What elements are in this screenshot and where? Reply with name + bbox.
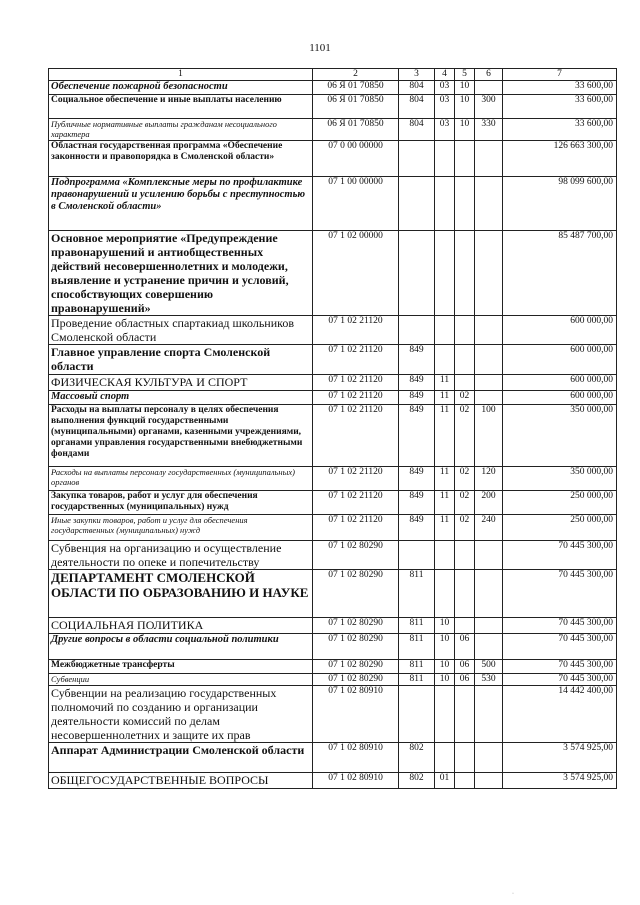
cell-amount: 600 000,00 (503, 316, 617, 345)
table-row (49, 141, 617, 177)
table-row (49, 773, 617, 789)
cell-grbs: 849 (399, 375, 435, 391)
cell-name: Субвенции на реализацию государственных полномочий по созданию и организации деятельности комиссий по делам несовершеннолетних и защите их прав (49, 686, 313, 743)
cell-section (435, 316, 455, 345)
cell-expense-type (475, 316, 503, 345)
cell-section (435, 541, 455, 570)
cell-subsection (455, 618, 475, 634)
column-header: 1 (49, 69, 313, 81)
cell-grbs: 811 (399, 570, 435, 618)
cell-grbs: 804 (399, 95, 435, 119)
cell-amount: 98 099 600,00 (503, 177, 617, 231)
cell-amount: 70 445 300,00 (503, 618, 617, 634)
table-row (49, 686, 617, 743)
table-row (49, 467, 617, 491)
cell-section (435, 686, 455, 743)
cell-subsection (455, 541, 475, 570)
cell-name: ФИЗИЧЕСКАЯ КУЛЬТУРА И СПОРТ (49, 375, 313, 391)
cell-subsection: 02 (455, 405, 475, 467)
table-row (49, 491, 617, 515)
cell-expense-type (475, 618, 503, 634)
cell-expense-type (475, 634, 503, 660)
cell-subsection (455, 375, 475, 391)
cell-amount: 600 000,00 (503, 375, 617, 391)
cell-name: ОБЩЕГОСУДАРСТВЕННЫЕ ВОПРОСЫ (49, 773, 313, 789)
cell-amount: 3 574 925,00 (503, 773, 617, 789)
cell-grbs: 802 (399, 743, 435, 773)
cell-subsection: 02 (455, 467, 475, 491)
budget-table (48, 68, 617, 789)
cell-expense-type (475, 345, 503, 375)
table-row (49, 660, 617, 674)
cell-expense-type (475, 177, 503, 231)
cell-subsection (455, 743, 475, 773)
cell-section: 01 (435, 773, 455, 789)
cell-grbs (399, 686, 435, 743)
cell-amount: 350 000,00 (503, 405, 617, 467)
table-row (49, 95, 617, 119)
table-row (49, 405, 617, 467)
cell-name: Субвенции (49, 674, 313, 686)
cell-expense-type: 500 (475, 660, 503, 674)
cell-grbs: 849 (399, 491, 435, 515)
cell-name: Проведение областных спартакиад школьников Смоленской области (49, 316, 313, 345)
scan-mark: · (512, 891, 514, 897)
cell-code: 07 0 00 00000 (313, 141, 399, 177)
cell-subsection: 10 (455, 95, 475, 119)
cell-code: 07 1 02 21120 (313, 345, 399, 375)
column-header: 7 (503, 69, 617, 81)
cell-expense-type (475, 375, 503, 391)
cell-name: Обеспечение пожарной безопасности (49, 81, 313, 95)
table-row (49, 515, 617, 541)
column-header: 4 (435, 69, 455, 81)
cell-code: 07 1 02 21120 (313, 316, 399, 345)
table-row (49, 674, 617, 686)
cell-expense-type (475, 141, 503, 177)
cell-expense-type: 300 (475, 95, 503, 119)
cell-code: 07 1 00 00000 (313, 177, 399, 231)
column-header: 6 (475, 69, 503, 81)
cell-section: 10 (435, 660, 455, 674)
cell-subsection (455, 141, 475, 177)
cell-section: 03 (435, 95, 455, 119)
table-row (49, 634, 617, 660)
column-header: 3 (399, 69, 435, 81)
cell-expense-type: 120 (475, 467, 503, 491)
cell-name: Межбюджетные трансферты (49, 660, 313, 674)
cell-code: 07 1 02 80290 (313, 660, 399, 674)
cell-section (435, 743, 455, 773)
cell-amount: 3 574 925,00 (503, 743, 617, 773)
cell-grbs: 804 (399, 119, 435, 141)
cell-section: 10 (435, 634, 455, 660)
cell-code: 07 1 02 80290 (313, 541, 399, 570)
cell-expense-type (475, 743, 503, 773)
cell-expense-type (475, 570, 503, 618)
cell-expense-type: 330 (475, 119, 503, 141)
cell-name: Иные закупки товаров, работ и услуг для обеспечения государственных (муниципальных) нужд (49, 515, 313, 541)
cell-name: Расходы на выплаты персоналу государственных (муниципальных) органов (49, 467, 313, 491)
cell-code: 07 1 02 21120 (313, 405, 399, 467)
cell-grbs: 804 (399, 81, 435, 95)
cell-code: 07 1 02 80910 (313, 686, 399, 743)
cell-grbs (399, 316, 435, 345)
cell-code: 07 1 02 80910 (313, 773, 399, 789)
cell-code: 07 1 02 80290 (313, 618, 399, 634)
cell-amount: 250 000,00 (503, 491, 617, 515)
cell-grbs: 802 (399, 773, 435, 789)
cell-subsection: 06 (455, 674, 475, 686)
cell-name: Массовый спорт (49, 391, 313, 405)
cell-amount: 33 600,00 (503, 95, 617, 119)
cell-amount: 70 445 300,00 (503, 674, 617, 686)
table-row (49, 81, 617, 95)
table-row (49, 743, 617, 773)
cell-amount: 600 000,00 (503, 345, 617, 375)
cell-amount: 250 000,00 (503, 515, 617, 541)
cell-name: Публичные нормативные выплаты гражданам несоциального характера (49, 119, 313, 141)
cell-name: Главное управление спорта Смоленской области (49, 345, 313, 375)
cell-section (435, 345, 455, 375)
cell-expense-type (475, 773, 503, 789)
cell-subsection: 10 (455, 119, 475, 141)
table-row (49, 375, 617, 391)
cell-section: 11 (435, 467, 455, 491)
cell-grbs (399, 177, 435, 231)
table-row (49, 316, 617, 345)
cell-section (435, 141, 455, 177)
cell-section: 10 (435, 674, 455, 686)
cell-name: Областная государственная программа «Обеспечение законности и правопорядка в Смоленской области» (49, 141, 313, 177)
cell-code: 07 1 02 80290 (313, 674, 399, 686)
table-body (49, 81, 617, 789)
cell-subsection: 10 (455, 81, 475, 95)
cell-grbs: 849 (399, 515, 435, 541)
cell-grbs (399, 231, 435, 316)
cell-code: 07 1 02 21120 (313, 391, 399, 405)
cell-amount: 126 663 300,00 (503, 141, 617, 177)
cell-section: 11 (435, 491, 455, 515)
cell-expense-type: 530 (475, 674, 503, 686)
cell-section: 11 (435, 405, 455, 467)
cell-name: Закупка товаров, работ и услуг для обеспечения государственных (муниципальных) нужд (49, 491, 313, 515)
cell-name: Подпрограмма «Комплексные меры по профилактике правонарушений и усилению борьбы с преступностью в Смоленской области» (49, 177, 313, 231)
cell-amount: 350 000,00 (503, 467, 617, 491)
cell-subsection (455, 316, 475, 345)
cell-code: 06 Я 01 70850 (313, 119, 399, 141)
cell-grbs: 811 (399, 674, 435, 686)
cell-amount: 33 600,00 (503, 81, 617, 95)
cell-grbs: 811 (399, 660, 435, 674)
cell-subsection: 02 (455, 391, 475, 405)
table-row (49, 570, 617, 618)
cell-expense-type (475, 686, 503, 743)
cell-subsection (455, 231, 475, 316)
cell-subsection (455, 773, 475, 789)
column-header: 2 (313, 69, 399, 81)
cell-name: Основное мероприятие «Предупреждение правонарушений и антиобщественных действий несовершеннолетних и молодежи, выявление и устранение причин и условий, способствующих совершению правонарушений» (49, 231, 313, 316)
cell-section: 11 (435, 375, 455, 391)
cell-subsection (455, 570, 475, 618)
cell-subsection: 06 (455, 634, 475, 660)
cell-expense-type: 100 (475, 405, 503, 467)
cell-subsection: 02 (455, 491, 475, 515)
table-row (49, 541, 617, 570)
table-header-row (49, 69, 617, 81)
cell-amount: 14 442 400,00 (503, 686, 617, 743)
cell-subsection (455, 345, 475, 375)
cell-section: 03 (435, 81, 455, 95)
cell-section (435, 570, 455, 618)
cell-name: Субвенция на организацию и осуществление деятельности по опеке и попечительству (49, 541, 313, 570)
cell-amount: 33 600,00 (503, 119, 617, 141)
cell-grbs: 849 (399, 345, 435, 375)
table-row (49, 119, 617, 141)
cell-amount: 85 487 700,00 (503, 231, 617, 316)
cell-name: ДЕПАРТАМЕНТ СМОЛЕНСКОЙ ОБЛАСТИ ПО ОБРАЗОВАНИЮ И НАУКЕ (49, 570, 313, 618)
cell-expense-type (475, 81, 503, 95)
cell-name: Аппарат Администрации Смоленской области (49, 743, 313, 773)
cell-code: 07 1 02 21120 (313, 515, 399, 541)
table-row (49, 231, 617, 316)
cell-section: 03 (435, 119, 455, 141)
cell-name: СОЦИАЛЬНАЯ ПОЛИТИКА (49, 618, 313, 634)
cell-expense-type (475, 391, 503, 405)
cell-expense-type: 240 (475, 515, 503, 541)
cell-grbs: 811 (399, 618, 435, 634)
cell-name: Социальное обеспечение и иные выплаты населению (49, 95, 313, 119)
table-row (49, 345, 617, 375)
cell-grbs: 849 (399, 391, 435, 405)
cell-grbs (399, 541, 435, 570)
cell-name: Расходы на выплаты персоналу в целях обеспечения выполнения функций государственными (муниципальными) органами, казенными учреждениями, органами управления государственными внебюджетными фондами (49, 405, 313, 467)
cell-grbs (399, 141, 435, 177)
cell-subsection: 02 (455, 515, 475, 541)
cell-code: 06 Я 01 70850 (313, 81, 399, 95)
cell-amount: 70 445 300,00 (503, 634, 617, 660)
cell-name: Другие вопросы в области социальной политики (49, 634, 313, 660)
page-number: 1101 (309, 42, 331, 54)
column-header: 5 (455, 69, 475, 81)
cell-code: 07 1 02 00000 (313, 231, 399, 316)
cell-expense-type (475, 541, 503, 570)
cell-expense-type (475, 231, 503, 316)
cell-grbs: 849 (399, 405, 435, 467)
cell-subsection (455, 686, 475, 743)
table-row (49, 618, 617, 634)
cell-amount: 600 000,00 (503, 391, 617, 405)
cell-subsection: 06 (455, 660, 475, 674)
table-row (49, 391, 617, 405)
cell-code: 07 1 02 21120 (313, 467, 399, 491)
cell-section (435, 177, 455, 231)
cell-code: 06 Я 01 70850 (313, 95, 399, 119)
cell-expense-type: 200 (475, 491, 503, 515)
cell-amount: 70 445 300,00 (503, 570, 617, 618)
cell-code: 07 1 02 21120 (313, 375, 399, 391)
cell-amount: 70 445 300,00 (503, 660, 617, 674)
cell-grbs: 811 (399, 634, 435, 660)
cell-grbs: 849 (399, 467, 435, 491)
cell-section: 11 (435, 391, 455, 405)
table-row (49, 177, 617, 231)
cell-amount: 70 445 300,00 (503, 541, 617, 570)
cell-code: 07 1 02 21120 (313, 491, 399, 515)
cell-code: 07 1 02 80290 (313, 634, 399, 660)
cell-section (435, 231, 455, 316)
cell-section: 11 (435, 515, 455, 541)
cell-code: 07 1 02 80910 (313, 743, 399, 773)
cell-subsection (455, 177, 475, 231)
cell-code: 07 1 02 80290 (313, 570, 399, 618)
cell-section: 10 (435, 618, 455, 634)
